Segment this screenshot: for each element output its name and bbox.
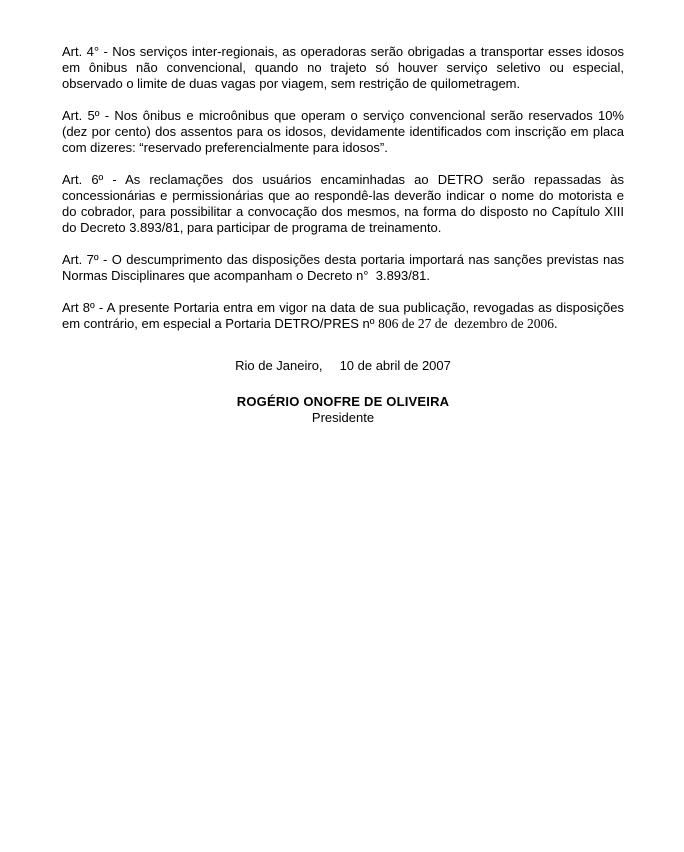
date-value: 10 de abril de 2007 <box>339 358 451 373</box>
paragraph-art-4: Art. 4° - Nos serviços inter-regionais, as operadoras serão obrigadas a transportar esses idosos em ônibus não convencional, quando no trajeto só houver serviço seletivo ou especial, observado o limite de duas vagas por viagem, sem restrição de quilometragem. <box>62 44 624 91</box>
paragraph-art-6: Art. 6º - As reclamações dos usuários encaminhadas ao DETRO serão repassadas às concessionárias e permissionárias que ao respondê-las deverão indicar o nome do motorista e do cobrador, para possibilitar a convocação dos mesmos, na forma do disposto no Capítulo XIII do Decreto 3.893/81, para participar de programa de treinamento. <box>62 172 624 235</box>
date-place: Rio de Janeiro, <box>235 358 323 373</box>
paragraph-art-7: Art. 7º - O descumprimento das disposições desta portaria importará nas sanções previstas nas Normas Disciplinares que acompanham o Decreto n° 3.893/81. <box>62 252 624 283</box>
paragraph-art-8 <box>62 300 624 332</box>
date-line <box>62 358 624 374</box>
paragraph-art-5: Art. 5º - Nos ônibus e microônibus que operam o serviço convencional serão reservados 10% (dez por cento) dos assentos para os idosos, devidamente identificados com inscrição em placa com dizeres: “reservado preferencialmente para idosos”. <box>62 108 624 155</box>
paragraph-art-8-serif-run: 806 de 27 de dezembro de 2006. <box>378 316 558 331</box>
signature-name: ROGÉRIO ONOFRE DE OLIVEIRA <box>236 394 450 409</box>
paragraph-art-8-sans-run: Art 8º - A presente Portaria entra em vigor na data de sua publicação, revogadas as disposições em contrário, em especial a Portaria DETRO/PRES nº <box>62 300 624 331</box>
signature-title: Presidente <box>311 410 375 425</box>
signature-block <box>62 394 624 426</box>
